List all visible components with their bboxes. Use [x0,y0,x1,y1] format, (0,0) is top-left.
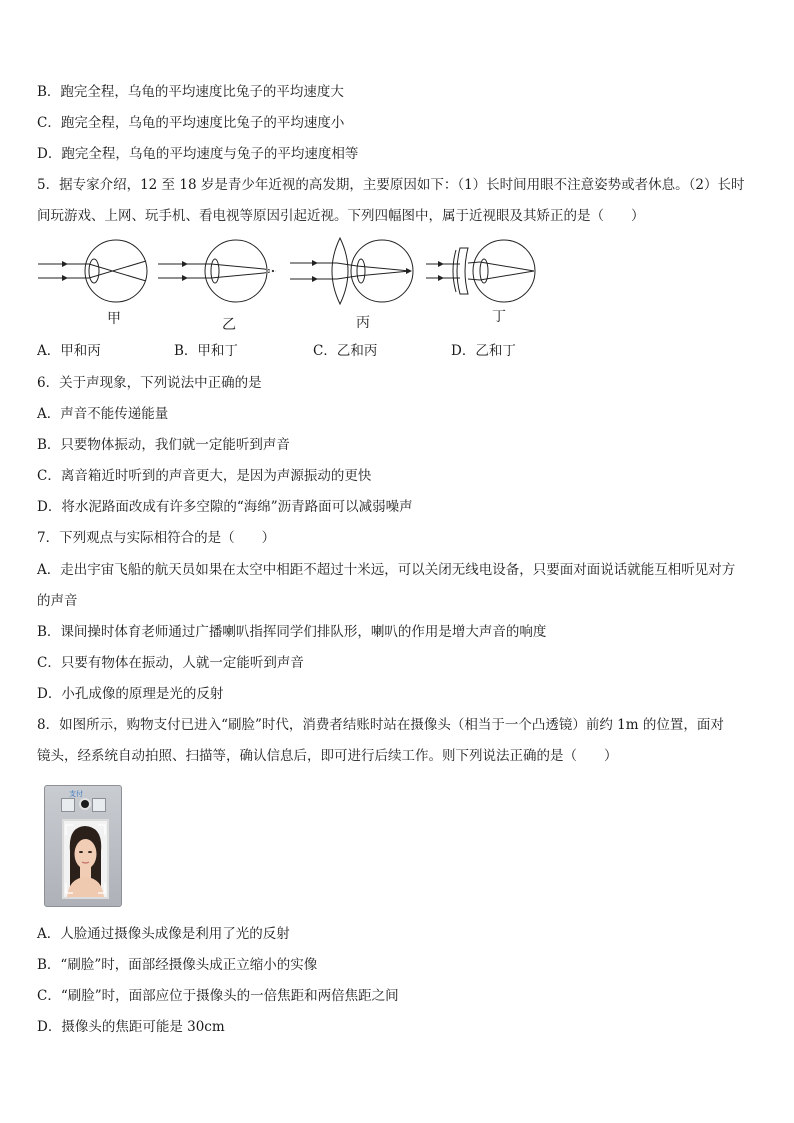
eye-label-yi: 乙 [222,317,236,333]
question-5-line1: 5．据专家介绍，12 至 18 岁是青少年近视的高发期，主要原因如下：（1）长时间用眼不注意姿势或者休息。（2）长时 [37,177,745,193]
q8-option-b: B．“刷脸”时，面部经摄像头成正立缩小的实像 [37,957,318,973]
q5-option-c: C．乙和丙 [313,343,378,359]
line-c-q4: C．跑完全程，乌龟的平均速度比兔子的平均速度小 [37,115,345,131]
q7-option-b: B．课间操时体育老师通过广播喇叭指挥同学们排队形，喇叭的作用是增大声音的响度 [37,624,547,640]
q6-option-a: A．声音不能传递能量 [37,406,169,422]
q6-option-c: C．离音箱近时听到的声音更大，是因为声源振动的更快 [37,468,372,484]
device-logo: 支付 [69,790,83,798]
face-photo [62,819,109,899]
question-8-line1: 8．如图所示，购物支付已进入“刷脸”时代，消费者结账时站在摄像头（相当于一个凸透镜）前约 1m 的位置，面对 [37,717,724,733]
camera-lens-icon [79,798,91,810]
q7-option-d: D．小孔成像的原理是光的反射 [37,686,224,702]
eye-diagram-yi [158,236,283,306]
eye-diagram-jia [38,236,153,306]
face-pay-device-image [44,785,122,907]
q8-option-d: D．摄像头的焦距可能是 30cm [37,1019,225,1035]
q6-option-d: D．将水泥路面改成有许多空隙的“海绵”沥青路面可以减弱噪声 [37,499,413,515]
line-b-q4: B．跑完全程，乌龟的平均速度比兔子的平均速度大 [37,84,344,100]
device-sensor-left [61,798,75,812]
eye-label-jia: 甲 [107,311,121,327]
eye-label-ding: 丁 [492,309,506,325]
eye-diagrams [38,236,558,336]
q5-option-b: B．甲和丁 [174,343,238,359]
q7-option-a-line2: 的声音 [37,593,78,609]
q7-option-a-line1: A．走出宇宙飞船的航天员如果在太空中相距不超过十米远，可以关闭无线电设备，只要面对面说话就能互相听见对方 [37,562,736,578]
q5-option-a: A．甲和丙 [37,343,101,359]
question-7: 7．下列观点与实际相符合的是（ ） [37,530,276,546]
q7-option-c: C．只要有物体在振动，人就一定能听到声音 [37,655,304,671]
question-8-line2: 镜头，经系统自动拍照、扫描等，确认信息后，即可进行后续工作。则下列说法正确的是（ ） [37,748,618,764]
device-sensor-right [92,798,106,812]
eye-diagram-ding [426,236,541,311]
eye-diagram-bing [290,236,420,311]
eye-label-bing: 丙 [356,315,370,331]
q8-option-a: A．人脸通过摄像头成像是利用了光的反射 [37,926,290,942]
line-d-q4: D．跑完全程，乌龟的平均速度与兔子的平均速度相等 [37,146,359,162]
q6-option-b: B．只要物体振动，我们就一定能听到声音 [37,437,290,453]
q8-option-c: C．“刷脸”时，面部应位于摄像头的一倍焦距和两倍焦距之间 [37,988,399,1004]
q5-option-d: D．乙和丁 [451,343,516,359]
question-6: 6．关于声现象，下列说法中正确的是 [37,375,262,391]
question-5-line2: 间玩游戏、上网、玩手机、看电视等原因引起近视。下列四幅图中，属于近视眼及其矫正的是（ ） [37,208,645,224]
